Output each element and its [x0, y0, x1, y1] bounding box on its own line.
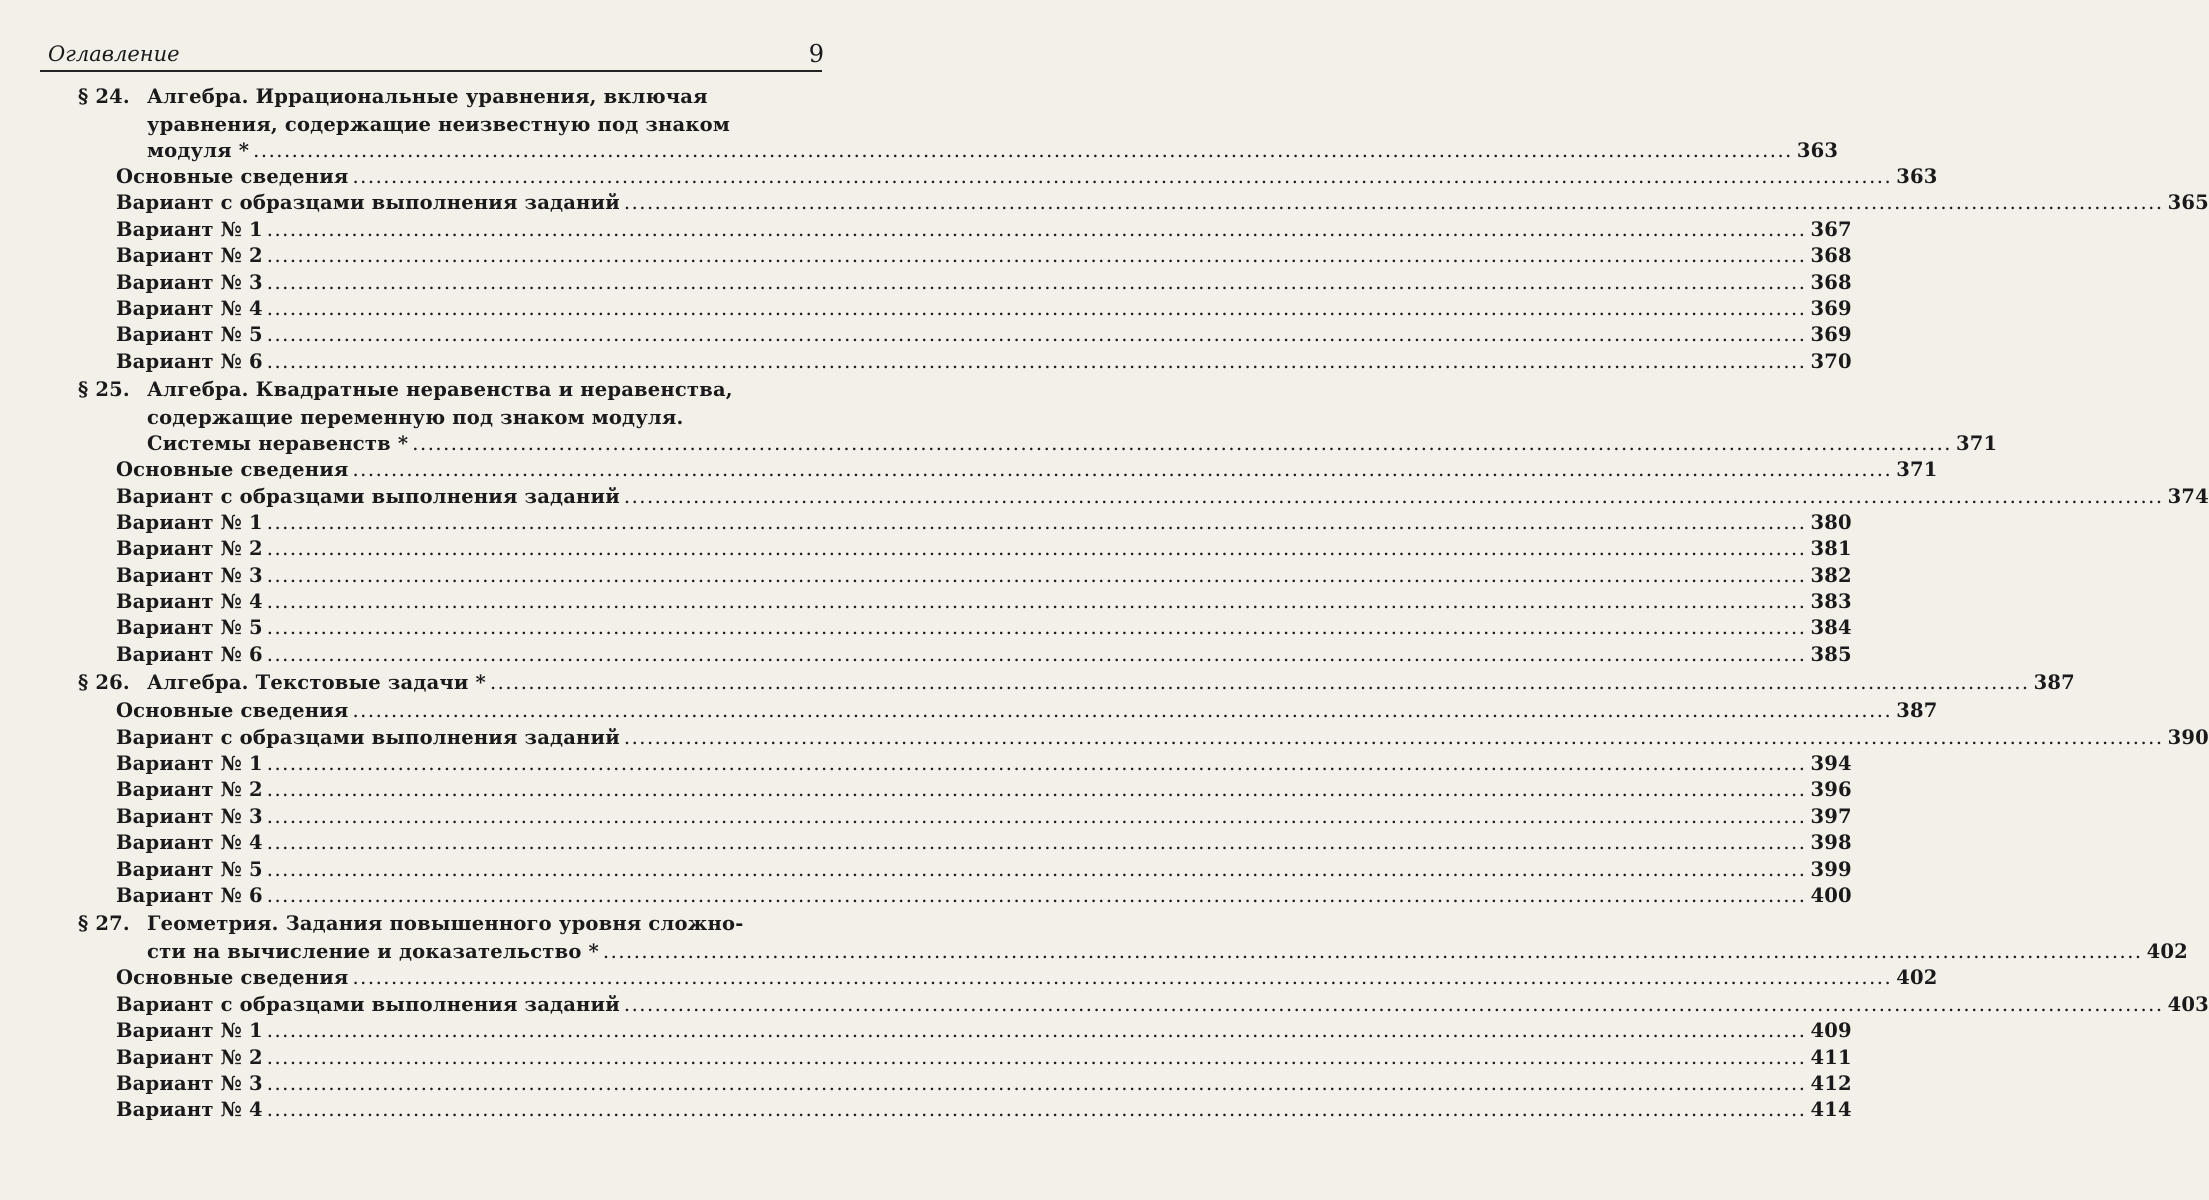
dot-leader: ........................................................................................................................................................................................................	[266, 642, 1807, 666]
section-title-line	[147, 138, 1839, 164]
toc-entry	[116, 349, 1852, 375]
entry-page-number: 412	[1810, 1071, 1852, 1095]
entry-label: Основные сведения	[116, 165, 349, 188]
toc-entry	[116, 296, 1852, 322]
entry-page-number: 396	[1810, 778, 1852, 802]
entry-page-number: 365	[2167, 191, 2209, 215]
entry-page-number: 374	[2167, 484, 2209, 508]
entry-page-number: 371	[1896, 458, 1938, 482]
entry-label: Основные сведения	[116, 699, 349, 723]
entry-page-number: 368	[1810, 270, 1852, 294]
section-title-line	[147, 668, 2075, 698]
entry-label: Вариант № 4	[116, 1098, 263, 1122]
toc-section	[0, 82, 2209, 375]
entry-label: Вариант № 3	[116, 1071, 263, 1095]
dot-leader: ........................................................................................................................................................................................................	[266, 323, 1807, 347]
entry-label: Вариант № 5	[116, 616, 263, 640]
toc-section	[0, 909, 2209, 1123]
toc-entry	[116, 243, 1852, 269]
entry-page-number: 385	[1810, 642, 1852, 666]
entry-label: Вариант № 1	[116, 752, 263, 776]
dot-leader: ........................................................................................................................................................................................................	[266, 510, 1807, 534]
dot-leader: ........................................................................................................................................................................................................	[623, 191, 2164, 215]
dot-leader: ........................................................................................................................................................................................................	[266, 1071, 1807, 1095]
dot-leader: ........................................................................................................................................................................................................	[266, 857, 1807, 881]
section-page-number: 363	[1796, 139, 1839, 162]
section-title-text: Системы неравенств *	[147, 432, 409, 456]
entry-page-number: 403	[2167, 992, 2209, 1016]
dot-leader: ........................................................................................................................................................................................................	[266, 752, 1807, 776]
dot-leader: ........................................................................................................................................................................................................	[266, 349, 1807, 373]
toc-entry	[116, 615, 1852, 641]
section-title-line: Геометрия. Задания повышенного уровня сложно-	[147, 912, 744, 936]
entry-label: Вариант с образцами выполнения заданий	[116, 992, 620, 1016]
dot-leader: ........................................................................................................................................................................................................	[266, 563, 1807, 587]
dot-leader: ........................................................................................................................................................................................................	[623, 484, 2164, 508]
entry-page-number: 400	[1810, 883, 1852, 907]
entry-label: Основные сведения	[116, 458, 349, 482]
entry-label: Вариант с образцами выполнения заданий	[116, 484, 620, 508]
section-page-number: 387	[2033, 671, 2075, 695]
toc-entry	[116, 883, 1852, 909]
entry-page-number: 383	[1810, 590, 1852, 614]
entry-label: Вариант с образцами выполнения заданий	[116, 191, 620, 215]
toc-entry	[116, 1045, 1852, 1071]
entry-label: Вариант № 5	[116, 323, 263, 347]
entry-label: Вариант № 1	[116, 510, 263, 534]
dot-leader: ........................................................................................................................................................................................................	[266, 778, 1807, 802]
toc-entry	[116, 830, 1852, 856]
page-title: Оглавление	[48, 42, 180, 66]
section-title-line: Алгебра. Иррациональные уравнения, включая	[147, 85, 708, 108]
dot-leader: ........................................................................................................................................................................................................	[352, 458, 1893, 482]
section-title-line	[147, 939, 2188, 965]
entry-label: Вариант № 4	[116, 296, 263, 320]
entry-page-number: 381	[1810, 537, 1852, 561]
entry-label: Вариант с образцами выполнения заданий	[116, 725, 620, 749]
dot-leader: ........................................................................................................................................................................................................	[266, 831, 1807, 855]
toc-entry	[116, 270, 1852, 296]
entry-page-number: 368	[1810, 244, 1852, 268]
dot-leader: ........................................................................................................................................................................................................	[352, 165, 1893, 188]
toc-section	[0, 668, 2209, 909]
toc-entry	[116, 1097, 1852, 1123]
dot-leader: ........................................................................................................................................................................................................	[266, 804, 1807, 828]
dot-leader: ........................................................................................................................................................................................................	[623, 725, 2164, 749]
toc-entry	[116, 164, 1938, 190]
dot-leader: ........................................................................................................................................................................................................	[266, 244, 1807, 268]
entry-page-number: 369	[1810, 296, 1852, 320]
entry-page-number: 402	[1896, 966, 1938, 990]
entry-page-number: 399	[1810, 857, 1852, 881]
section-number: § 26.	[78, 671, 130, 695]
toc-entry	[116, 322, 1852, 348]
section-number: § 25.	[78, 378, 130, 402]
toc-entry	[116, 536, 1852, 562]
section-number: § 27.	[78, 912, 130, 936]
entry-page-number: 390	[2167, 725, 2209, 749]
dot-leader: ........................................................................................................................................................................................................	[266, 217, 1807, 241]
dot-leader: ........................................................................................................................................................................................................	[489, 671, 2030, 695]
dot-leader: ........................................................................................................................................................................................................	[352, 699, 1893, 723]
toc-entry	[116, 1071, 1852, 1097]
entry-label: Вариант № 3	[116, 804, 263, 828]
entry-page-number: 411	[1810, 1045, 1852, 1069]
page-number: 9	[808, 40, 824, 68]
section-number: § 24.	[78, 85, 130, 108]
toc-entry	[116, 484, 2209, 510]
toc-entry	[116, 725, 2209, 751]
toc-entry	[116, 190, 2209, 216]
dot-leader: ........................................................................................................................................................................................................	[266, 1098, 1807, 1122]
entry-label: Основные сведения	[116, 966, 349, 990]
toc-entry	[116, 457, 1938, 483]
entry-label: Вариант № 6	[116, 642, 263, 666]
entry-label: Вариант № 2	[116, 778, 263, 802]
dot-leader: ........................................................................................................................................................................................................	[602, 940, 2143, 964]
entry-page-number: 397	[1810, 804, 1852, 828]
entry-page-number: 387	[1896, 699, 1938, 723]
toc-entry	[116, 1018, 1852, 1044]
toc-entry	[116, 857, 1852, 883]
section-title-text: модуля *	[147, 139, 250, 162]
section-title-line: содержащие переменную под знаком модуля.	[147, 406, 684, 430]
dot-leader: ........................................................................................................................................................................................................	[352, 966, 1893, 990]
entry-label: Вариант № 6	[116, 349, 263, 373]
dot-leader: ........................................................................................................................................................................................................	[253, 139, 1793, 162]
entry-page-number: 369	[1810, 323, 1852, 347]
section-page-number: 371	[1956, 432, 1998, 456]
dot-leader: ........................................................................................................................................................................................................	[266, 1045, 1807, 1069]
entry-page-number: 414	[1810, 1098, 1852, 1122]
toc-entry	[116, 751, 1852, 777]
toc-entry	[116, 589, 1852, 615]
entry-label: Вариант № 2	[116, 244, 263, 268]
section-title-line	[147, 431, 1998, 457]
dot-leader: ........................................................................................................................................................................................................	[266, 616, 1807, 640]
toc-entry	[116, 804, 1852, 830]
section-title-text: сти на вычисление и доказательство *	[147, 940, 599, 964]
toc-entry	[116, 965, 1938, 991]
entry-label: Вариант № 1	[116, 217, 263, 241]
toc-entry	[116, 510, 1852, 536]
section-title-text: Алгебра. Текстовые задачи *	[147, 671, 486, 695]
toc-section	[0, 375, 2209, 668]
toc-entry	[116, 563, 1852, 589]
dot-leader: ........................................................................................................................................................................................................	[266, 537, 1807, 561]
dot-leader: ........................................................................................................................................................................................................	[266, 296, 1807, 320]
toc-entry	[116, 777, 1852, 803]
entry-page-number: 380	[1810, 510, 1852, 534]
dot-leader: ........................................................................................................................................................................................................	[623, 992, 2164, 1016]
entry-label: Вариант № 4	[116, 590, 263, 614]
toc-entry	[116, 698, 1938, 724]
dot-leader: ........................................................................................................................................................................................................	[266, 590, 1807, 614]
entry-label: Вариант № 2	[116, 1045, 263, 1069]
entry-label: Вариант № 2	[116, 537, 263, 561]
entry-page-number: 394	[1810, 752, 1852, 776]
entry-page-number: 367	[1810, 217, 1852, 241]
entry-label: Вариант № 1	[116, 1019, 263, 1043]
dot-leader: ........................................................................................................................................................................................................	[266, 270, 1807, 294]
entry-page-number: 382	[1810, 563, 1852, 587]
toc-entry	[116, 992, 2209, 1018]
dot-leader: ........................................................................................................................................................................................................	[266, 883, 1807, 907]
entry-page-number: 370	[1810, 349, 1852, 373]
toc-entry	[116, 217, 1852, 243]
section-title-line: уравнения, содержащие неизвестную под знаком	[147, 113, 730, 136]
entry-page-number: 409	[1810, 1019, 1852, 1043]
page-header	[40, 38, 822, 72]
entry-page-number: 363	[1896, 165, 1938, 188]
toc-entry	[116, 642, 1852, 668]
entry-label: Вариант № 5	[116, 857, 263, 881]
entry-page-number: 384	[1810, 616, 1852, 640]
section-page-number: 402	[2146, 940, 2188, 964]
table-of-contents	[0, 82, 2209, 1124]
entry-page-number: 398	[1810, 831, 1852, 855]
entry-label: Вариант № 4	[116, 831, 263, 855]
entry-label: Вариант № 3	[116, 270, 263, 294]
section-title-line: Алгебра. Квадратные неравенства и неравенства,	[147, 378, 733, 402]
dot-leader: ........................................................................................................................................................................................................	[266, 1019, 1807, 1043]
entry-label: Вариант № 6	[116, 883, 263, 907]
entry-label: Вариант № 3	[116, 563, 263, 587]
dot-leader: ........................................................................................................................................................................................................	[412, 432, 1952, 456]
